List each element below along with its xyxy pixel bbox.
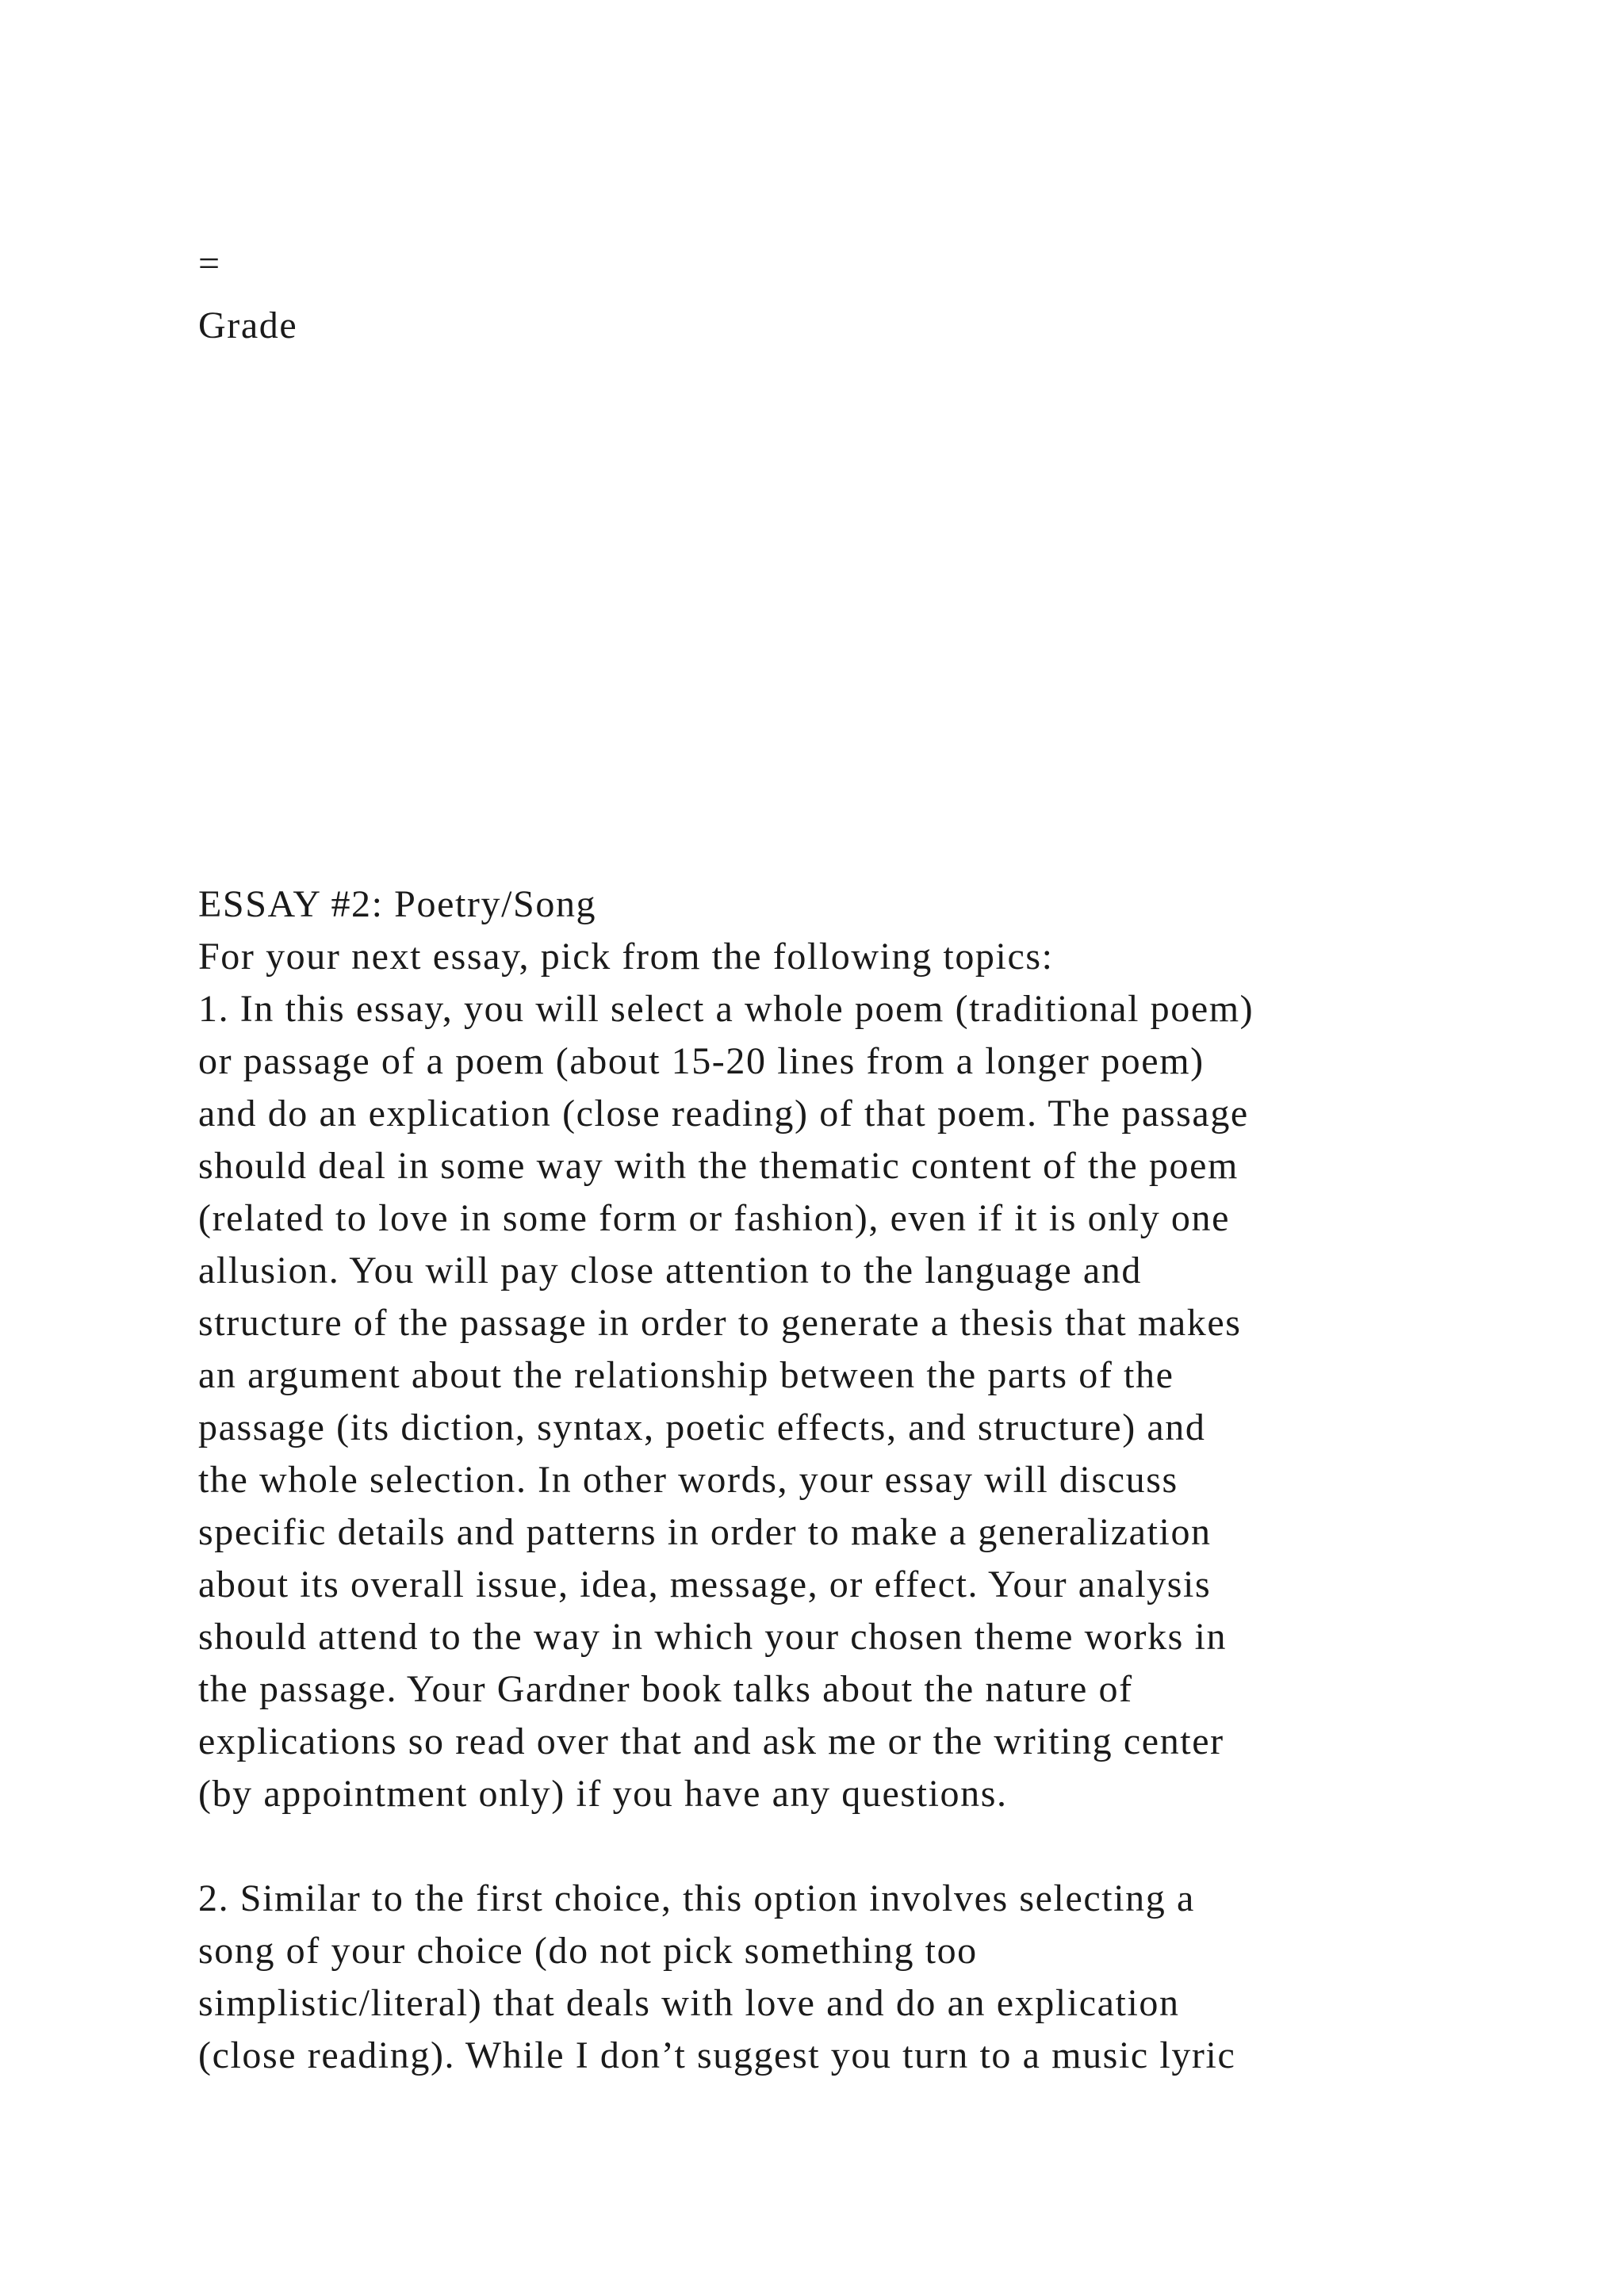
paragraph-line: (close reading). While I don’t suggest you turn to a music lyric — [198, 2034, 1236, 2076]
paragraph-line: structure of the passage in order to generate a thesis that makes — [198, 1302, 1242, 1344]
grade-label: Grade — [198, 304, 298, 346]
paragraph-line: the passage. Your Gardner book talks about the nature of — [198, 1668, 1133, 1710]
paragraph-line: explications so read over that and ask me or the writing center — [198, 1720, 1224, 1762]
essay-intro: For your next essay, pick from the following topics: — [198, 936, 1054, 978]
paragraph-line: allusion. You will pay close attention to the language and — [198, 1249, 1142, 1292]
paragraph-line: should attend to the way in which your chosen theme works in — [198, 1616, 1228, 1658]
equals-sign: = — [198, 243, 221, 285]
essay-title: ESSAY #2: Poetry/Song — [198, 883, 597, 925]
paragraph-line: an argument about the relationship between the parts of the — [198, 1354, 1174, 1396]
paragraph-line: and do an explication (close reading) of that poem. The passage — [198, 1093, 1249, 1135]
paragraph-line: specific details and patterns in order to make a generalization — [198, 1511, 1212, 1553]
paragraph-line: (by appointment only) if you have any questions. — [198, 1773, 1008, 1815]
paragraph-line: the whole selection. In other words, your essay will discuss — [198, 1459, 1178, 1501]
paragraph-line: or passage of a poem (about 15-20 lines from a longer poem) — [198, 1040, 1205, 1082]
paragraph-line: 2. Similar to the first choice, this option involves selecting a — [198, 1877, 1195, 1919]
paragraph-line: 1. In this essay, you will select a whole poem (traditional poem) — [198, 988, 1254, 1030]
paragraph-line: simplistic/literal) that deals with love and do an explication — [198, 1982, 1180, 2024]
paragraph-line: about its overall issue, idea, message, or effect. Your analysis — [198, 1563, 1212, 1605]
paragraph-line: (related to love in some form or fashion), even if it is only one — [198, 1197, 1231, 1239]
paragraph-line: passage (its diction, syntax, poetic effects, and structure) and — [198, 1406, 1206, 1448]
paragraph-line: should deal in some way with the thematic content of the poem — [198, 1145, 1239, 1187]
paragraph-line: song of your choice (do not pick something too — [198, 1930, 978, 1972]
